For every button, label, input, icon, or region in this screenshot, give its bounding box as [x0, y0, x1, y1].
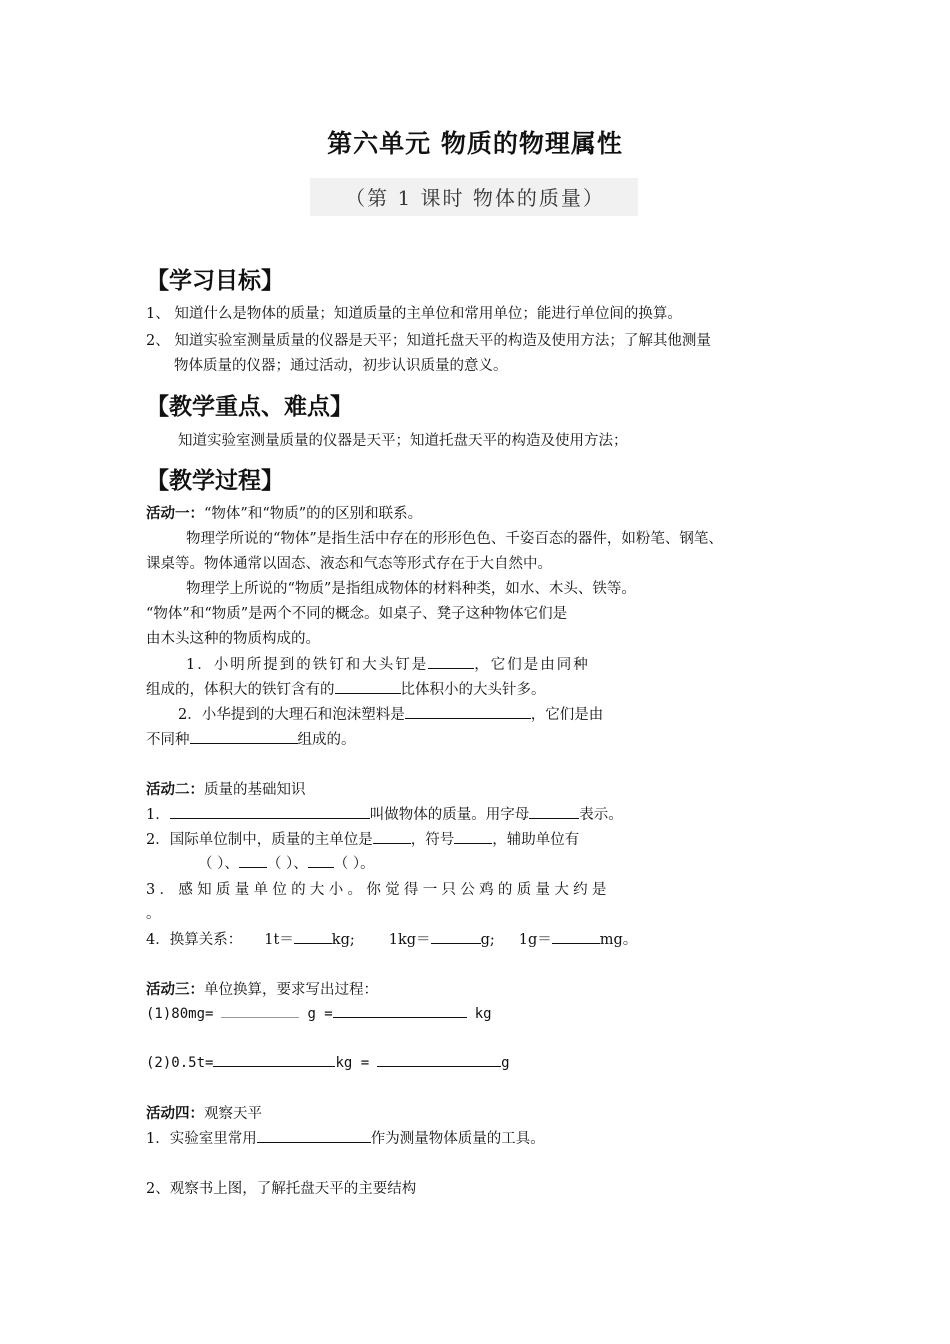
- activity-3-title: 单位换算，要求写出过程：: [204, 982, 378, 998]
- act2-question-3-end: 。: [146, 906, 161, 922]
- act4-question-1: [146, 1127, 545, 1148]
- act1-question-2-cont: [146, 728, 356, 749]
- act1-q2-text-2: ，它们是由: [530, 707, 604, 723]
- act2-q2-blank-4[interactable]: [308, 853, 334, 868]
- activity-4-title: 观察天平: [204, 1106, 262, 1122]
- goal-item-2-cont: 物体质量的仪器；通过活动，初步认识质量的意义。: [174, 358, 508, 374]
- act2-question-2-cont: [198, 852, 375, 873]
- act2-q4-label: 4．换算关系：: [146, 932, 243, 948]
- act1-q2-text: 2．小华提到的大理石和泡沫塑料是: [178, 707, 405, 723]
- act2-q1-blank-1[interactable]: [170, 804, 370, 819]
- act1-q2-text-4: 组成的。: [297, 732, 356, 748]
- act2-q1-num: 1．: [146, 807, 170, 823]
- act2-q4-text-2: kg;: [331, 932, 355, 948]
- act2-q4-blank-3[interactable]: [552, 929, 600, 944]
- act3-e1-blank-1[interactable]: [221, 1003, 299, 1018]
- act4-q1-text: 1．实验室里常用: [146, 1131, 257, 1147]
- act3-e1-unit: kg: [474, 1006, 492, 1022]
- act2-question-3: 3．感知质量单位的大小。你觉得一只公鸡的质量大约是: [146, 882, 611, 898]
- act2-question-4: [146, 928, 637, 949]
- act2-q4-text-4: g;: [480, 932, 495, 948]
- act1-paragraph-1: 物理学所说的“物体”是指生活中存在的形形色色、千姿百态的器件，如粉笔、钢笔、: [186, 531, 723, 547]
- act3-e1-text-2: g =: [307, 1006, 333, 1022]
- goal-item-1: 1、 知道什么是物体的质量；知道质量的主单位和常用单位；能进行单位间的换算。: [146, 306, 682, 322]
- act2-q4-blank-1[interactable]: [294, 929, 332, 944]
- act2-q4-text-1: 1t＝: [264, 932, 294, 948]
- act1-q1-text-2: ，它们是由同种: [474, 657, 590, 673]
- act2-q1-text: 叫做物体的质量。用字母: [369, 807, 530, 823]
- activity-2-heading: [146, 778, 306, 799]
- act2-q1-text-2: 表示。: [579, 807, 623, 823]
- act2-q4-text-5: 1g＝: [518, 932, 552, 948]
- act1-question-2: [178, 703, 603, 724]
- act2-q2-unit-1: （ ）、: [198, 856, 239, 872]
- act2-q2-blank-2[interactable]: [454, 829, 492, 844]
- act3-exercise-2: [146, 1052, 510, 1071]
- act1-q2-text-3: 不同种: [146, 732, 190, 748]
- activity-3-label: 活动三：: [146, 982, 204, 998]
- goal-item-2: 2、 知道实验室测量质量的仪器是天平；知道托盘天平的构造及使用方法；了解其他测量: [146, 333, 711, 349]
- act1-q2-blank-2[interactable]: [190, 729, 298, 744]
- activity-1-heading: [146, 502, 422, 523]
- act2-q1-blank-2[interactable]: [529, 804, 579, 819]
- act1-paragraph-2: 物理学上所说的“物质”是指组成物体的材料种类，如水、木头、铁等。: [186, 581, 636, 597]
- goals-heading: 【学习目标】: [146, 268, 284, 294]
- act2-q2-blank-1[interactable]: [373, 829, 411, 844]
- act3-e2-text-2: kg =: [335, 1055, 370, 1071]
- act3-exercise-1: [146, 1003, 492, 1022]
- act2-question-2: [146, 828, 579, 849]
- act3-e2-unit: g: [501, 1055, 510, 1071]
- page-subtitle: （第 1 课时 物体的质量）: [345, 186, 605, 210]
- page-title: 第六单元 物质的物理属性: [327, 129, 623, 158]
- key-heading: 【教学重点、难点】: [146, 394, 353, 420]
- act1-q1-text: 1．小明所提到的铁钉和大头钉是: [186, 657, 429, 673]
- act2-q4-text-3: 1kg＝: [388, 932, 431, 948]
- activity-1-title: “物体”和“物质”的的区别和联系。: [204, 506, 423, 522]
- act2-question-1: [146, 803, 623, 824]
- act2-q2-text-3: ，辅助单位有: [492, 832, 580, 848]
- activity-1-label: 活动一：: [146, 506, 204, 522]
- act1-paragraph-1-cont: 课桌等。物体通常以固态、液态和气态等形式存在于大自然中。: [146, 556, 552, 572]
- act2-q2-text-2: ，符号: [410, 832, 455, 848]
- act2-q2-unit-3: （ ）。: [333, 856, 375, 872]
- act3-e2-text: (2)0.5t=: [146, 1055, 214, 1071]
- activity-3-heading: [146, 978, 378, 999]
- act3-e1-blank-2[interactable]: [333, 1003, 467, 1018]
- act1-q1-text-4: 比体积小的大头针多。: [400, 682, 546, 698]
- act2-q2-text: 2．国际单位制中，质量的主单位是: [146, 832, 373, 848]
- activity-4-heading: [146, 1102, 262, 1123]
- activity-4-label: 活动四：: [146, 1106, 204, 1122]
- act2-q4-text-6: mg。: [599, 932, 638, 948]
- act2-q4-blank-2[interactable]: [431, 929, 481, 944]
- act2-q2-blank-3[interactable]: [239, 853, 267, 868]
- act4-q1-text-2: 作为测量物体质量的工具。: [370, 1131, 545, 1147]
- act1-question-1: [186, 653, 590, 674]
- act1-paragraph-3: “物体”和“物质”是两个不同的概念。如桌子、凳子这种物体它们是: [146, 606, 568, 622]
- act1-q1-blank-2[interactable]: [335, 679, 401, 694]
- key-text: 知道实验室测量质量的仪器是天平；知道托盘天平的构造及使用方法；: [178, 433, 628, 449]
- activity-2-label: 活动二：: [146, 782, 204, 798]
- act3-e2-blank-2[interactable]: [377, 1052, 501, 1067]
- act3-e1-text: (1)80mg=: [146, 1006, 214, 1022]
- act4-q1-blank[interactable]: [257, 1128, 371, 1143]
- act1-paragraph-3-cont: 由木头这种的物质构成的。: [146, 631, 320, 647]
- act4-question-2: 2、观察书上图，了解托盘天平的主要结构: [146, 1181, 417, 1197]
- act1-q1-text-3: 组成的，体积大的铁钉含有的: [146, 682, 335, 698]
- act3-e2-blank-1[interactable]: [213, 1052, 335, 1067]
- process-heading: 【教学过程】: [146, 468, 284, 494]
- act1-q1-blank-1[interactable]: [428, 654, 474, 669]
- activity-2-title: 质量的基础知识: [204, 782, 306, 798]
- act1-question-1-cont: [146, 678, 546, 699]
- act1-q2-blank-1[interactable]: [405, 704, 531, 719]
- act2-q2-unit-2: （ ）、: [266, 856, 308, 872]
